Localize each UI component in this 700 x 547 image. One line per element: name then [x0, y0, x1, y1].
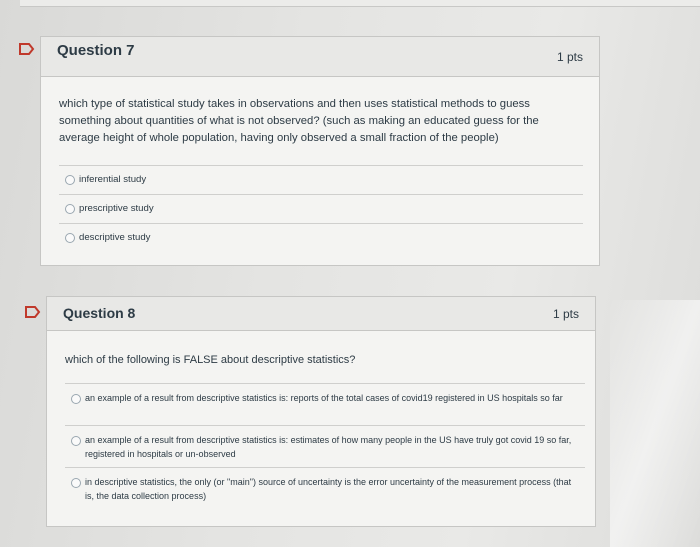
- radio-button[interactable]: [65, 175, 75, 185]
- answer-label: an example of a result from descriptive statistics is: reports of the total cases of covid19 registered in US hospitals so far: [85, 393, 563, 403]
- answer-option[interactable]: [59, 223, 583, 253]
- answer-option[interactable]: [65, 467, 585, 509]
- question-8-card: [46, 296, 596, 527]
- radio-button[interactable]: [65, 233, 75, 243]
- radio-button[interactable]: [71, 478, 81, 488]
- answer-label: in descriptive statistics, the only (or "main") source of uncertainty is the error uncertainty of the measurement process (that is, the data collection process): [85, 477, 572, 501]
- answer-label: an example of a result from descriptive statistics is: estimates of how many people in the US have truly got covid 19 so far, registered in hospitals or un-observed: [85, 435, 572, 459]
- question-8-header: [47, 297, 595, 331]
- answer-option[interactable]: [65, 425, 585, 467]
- question-title: Question 7: [57, 42, 135, 59]
- flag-question-8-icon[interactable]: [25, 306, 41, 318]
- question-title: Question 8: [63, 305, 136, 321]
- question-7-card: [40, 36, 600, 266]
- previous-question-edge: [20, 0, 700, 7]
- answer-label: descriptive study: [79, 232, 151, 243]
- answer-label: inferential study: [79, 174, 147, 185]
- question-text: which type of statistical study takes in observations and then uses statistical methods to guess something about quantities of what is not observed? (such as making an educated guess for the average height of whole population, having only observed a small fraction of the people): [59, 98, 539, 144]
- question-points: 1 pts: [552, 307, 579, 321]
- question-text: which of the following is FALSE about descriptive statistics?: [65, 354, 356, 366]
- answer-option[interactable]: [59, 194, 583, 224]
- question-points: 1 pts: [556, 50, 583, 64]
- flag-question-7-icon[interactable]: [19, 43, 35, 55]
- radio-button[interactable]: [71, 436, 81, 446]
- question-7-header: [41, 37, 599, 77]
- answer-label: prescriptive study: [79, 203, 154, 214]
- screen-glare: [610, 300, 700, 547]
- radio-button[interactable]: [65, 204, 75, 214]
- radio-button[interactable]: [71, 394, 81, 404]
- answer-option[interactable]: [59, 165, 583, 195]
- answer-option[interactable]: [65, 383, 585, 425]
